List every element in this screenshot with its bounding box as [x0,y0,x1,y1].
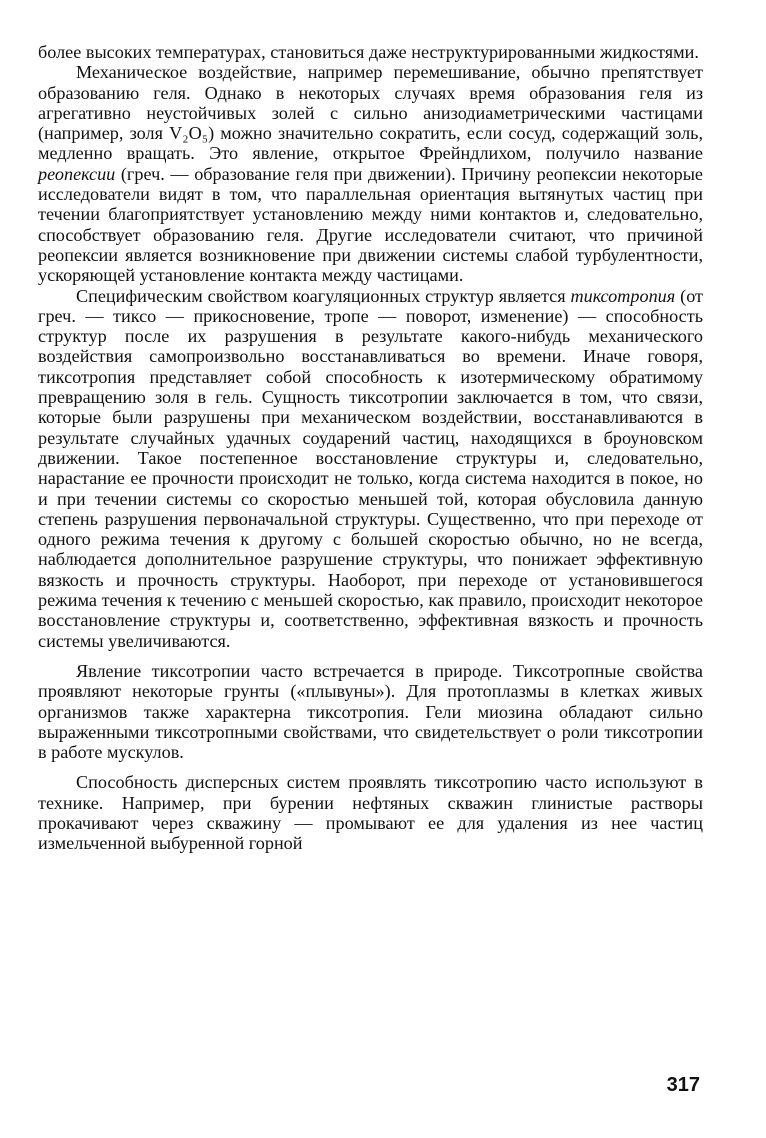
page-number: 317 [666,1074,700,1096]
page-body [38,42,703,854]
term-thixotropy: тиксотропия [570,285,676,306]
paragraph-text: (греч. — образование геля при движении). Причину реопексии некоторые исследователи видят в том, что параллельная ориентация вытянутых частиц при течении благоприятствует установлению между ними контактов и, следовательно, способствует образованию геля. Другие исследователи считают, что причиной реопексии является возникновение при движении системы слабой турбулентности, ускоряющей установление контакта между частицами. [38,163,703,286]
term-rheopexy: реопексии [38,163,116,184]
paragraph-technology: Способность дисперсных систем проявлять тиксотропию часто используют в технике. Например, при бурении нефтяных скважин глинистые растворы прокачивают через скважину — промывают ее для удаления из нее частиц измельченной выбуренной горной [38,772,703,854]
paragraph-text: (от греч. — тиксо — прикосновение, тропе — поворот, изменение) — способность структур после их разрушения в результате какого-нибудь механического воздействия самопроизвольно восстанавливаться во времени. Иначе говоря, тиксотропия представляет собой способность к изотермическому обратимому превращению золя в гель. Сущность тиксотропии заключается в том, что связи, которые были разрушены при механическом воздействии, восстанавливаются в результате случайных удачных соударений частиц, находящихся в броуновском движении. Такое постепенное восстановление структуры и, следовательно, нарастание ее прочности происходит не только, когда система находится в покое, но и при течении системы со скоростью меньшей той, которая обусловила данную степень разрушения первоначальной структуры. Существенно, что при переходе от одного режима течения к другому с большей скоростью обычно, но не всегда, наблюдается дополнительное разрушение структуры, что понижает эффективную вязкость и прочность структуры. Наоборот, при переходе от установившегося режима течения к течению с меньшей скоростью, как правило, происходит некоторое восстановление структуры и, соответственно, эффективная вязкость и прочность системы увеличиваются. [38,285,703,651]
paragraph-nature: Явление тиксотропии часто встречается в природе. Тиксотропные свойства проявляют некоторые грунты («плывуны»). Для протоплазмы в клетках живых организмов также характерна тиксотропия. Гели миозина обладают сильно выраженными тиксотропными свойствами, что свидетельствует о роли тиксотропии в работе мускулов. [38,660,703,763]
paragraph-continuation: более высоких температурах, становиться даже неструктурированными жидкостями. [38,42,699,62]
paragraph-thixotropy [38,286,703,651]
paragraph-rheopexy [38,62,703,285]
paragraph-text: Специфическим свойством коагуляционных структур является [76,285,566,306]
paragraph-text: Механическое воздействие, например перемешивание, обычно препятствует образованию геля. Однако в некоторых случаях время образования геля из агрегативно неустойчивых золей с сильно анизодиаметрическими частицами (например, золя V₂O₅) можно значительно сократить, если сосуд, содержащий золь, медленно вращать. Это явление, открытое Фрейндлихом, получило название [38,62,703,164]
